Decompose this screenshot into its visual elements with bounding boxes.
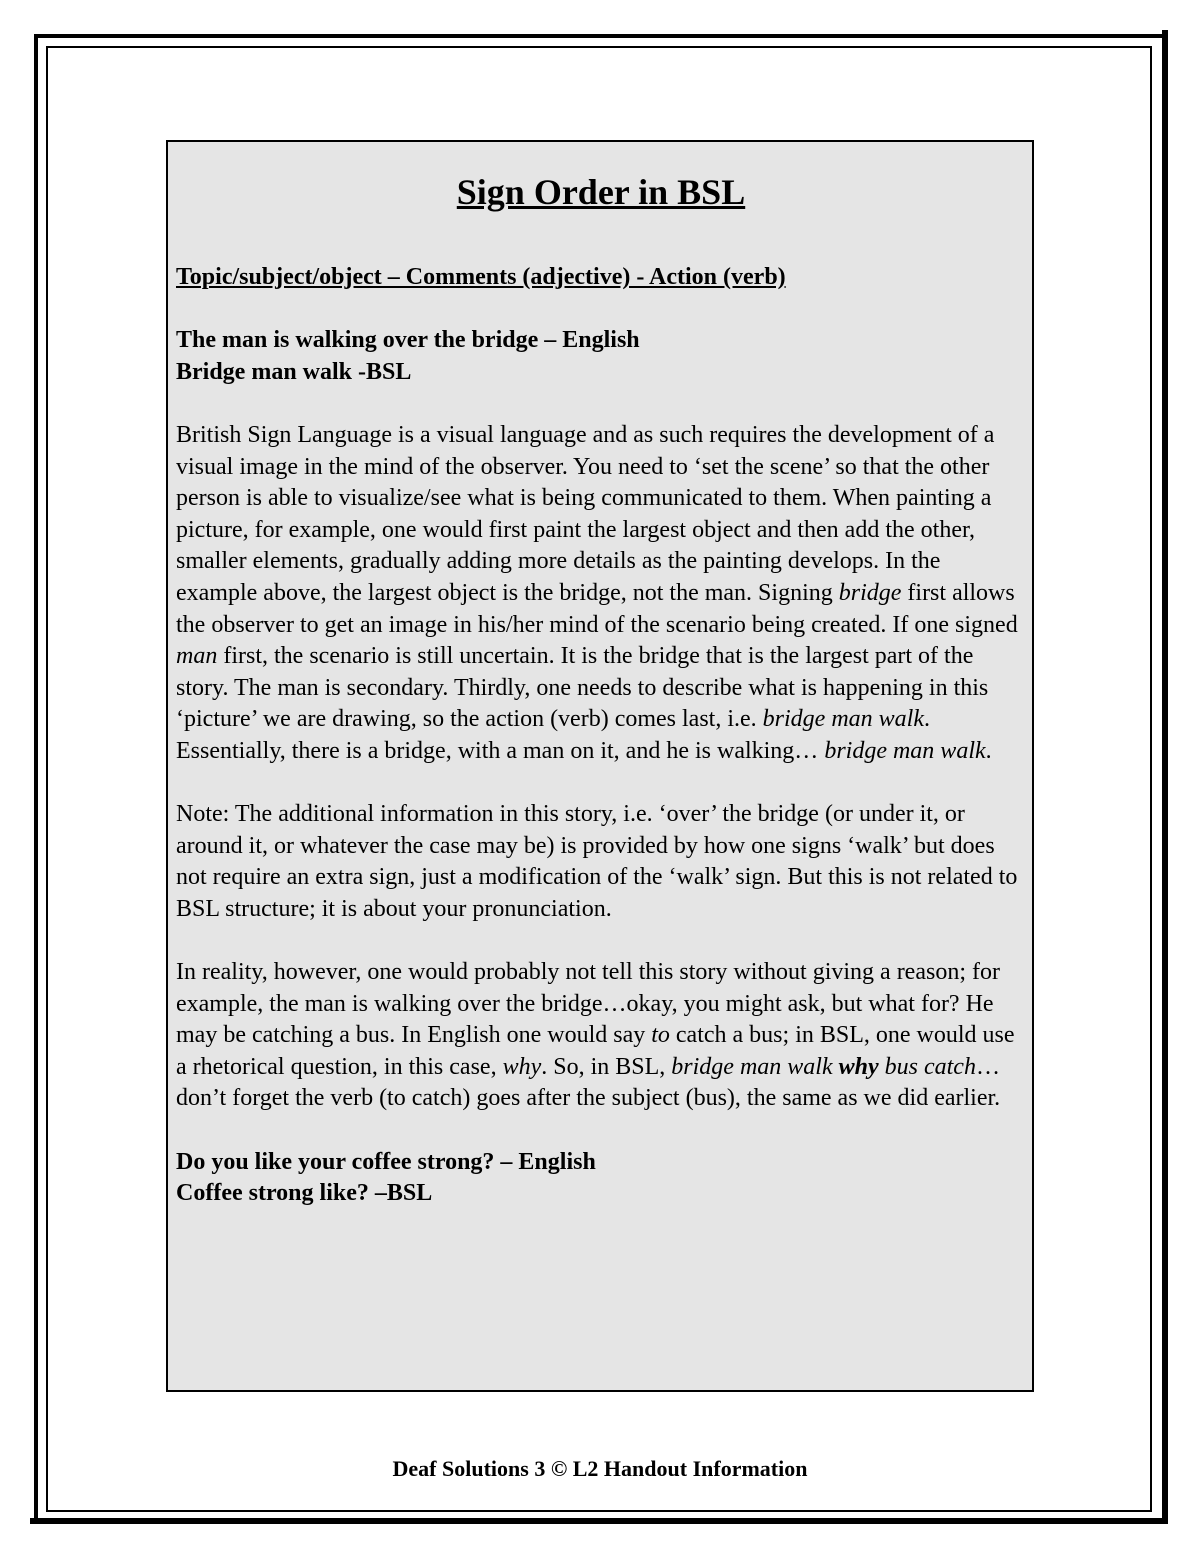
example2-bsl: Coffee strong like? –BSL — [176, 1180, 433, 1207]
heading-structure: Topic/subject/object – Comments (adjective) - Action (verb) — [176, 264, 786, 290]
paragraph-2: Note: The additional information in this story, i.e. ‘over’ the bridge (or under it, or around it, or whatever the case may be) is provided by how one signs ‘walk’ but does not require an extra sign, just a modification of the ‘walk’ sign. But this is not related to BSL structure; it is about your pronunciation. — [176, 801, 1018, 922]
content — [176, 160, 1026, 1210]
example1-english: The man is walking over the bridge – English — [176, 327, 640, 354]
paragraph-3: In reality, however, one would probably not tell this story without giving a reason; for example, the man is walking over the bridge…okay, you might ask, but what for? He may be catching a bus. In English one would say to catch a bus; in BSL, one would use a rhetorical question, in this case, why. So, in BSL, bridge man walk why bus catch…don’t forget the verb (to catch) goes after the subject (bus), the same as we did earlier. — [176, 959, 1015, 1112]
paragraph-1: British Sign Language is a visual language and as such requires the development of a visual image in the mind of the observer. You need to ‘set the scene’ so that the other person is able to visualize/see what is being communicated to them. When painting a picture, for example, one would first paint the largest object and then add the other, smaller elements, gradually adding more details as the painting develops. In the example above, the largest object is the bridge, not the man. Signing bridge first allows the observer to get an image in his/her mind of the scenario being created. If one signed man first, the scenario is still uncertain. It is the bridge that is the largest part of the story. The man is secondary. Thirdly, one needs to describe what is happening in this ‘picture’ we are drawing, so the action (verb) comes last, i.e. bridge man walk. Essentially, there is a bridge, with a man on it, and he is walking… bridge man walk. — [176, 421, 1018, 764]
page-title: Sign Order in BSL — [456, 172, 746, 212]
footer: Deaf Solutions 3 © L2 Handout Information — [392, 1456, 808, 1481]
example1-bsl: Bridge man walk -BSL — [176, 358, 412, 385]
example2-english: Do you like your coffee strong? – English — [176, 1148, 596, 1175]
